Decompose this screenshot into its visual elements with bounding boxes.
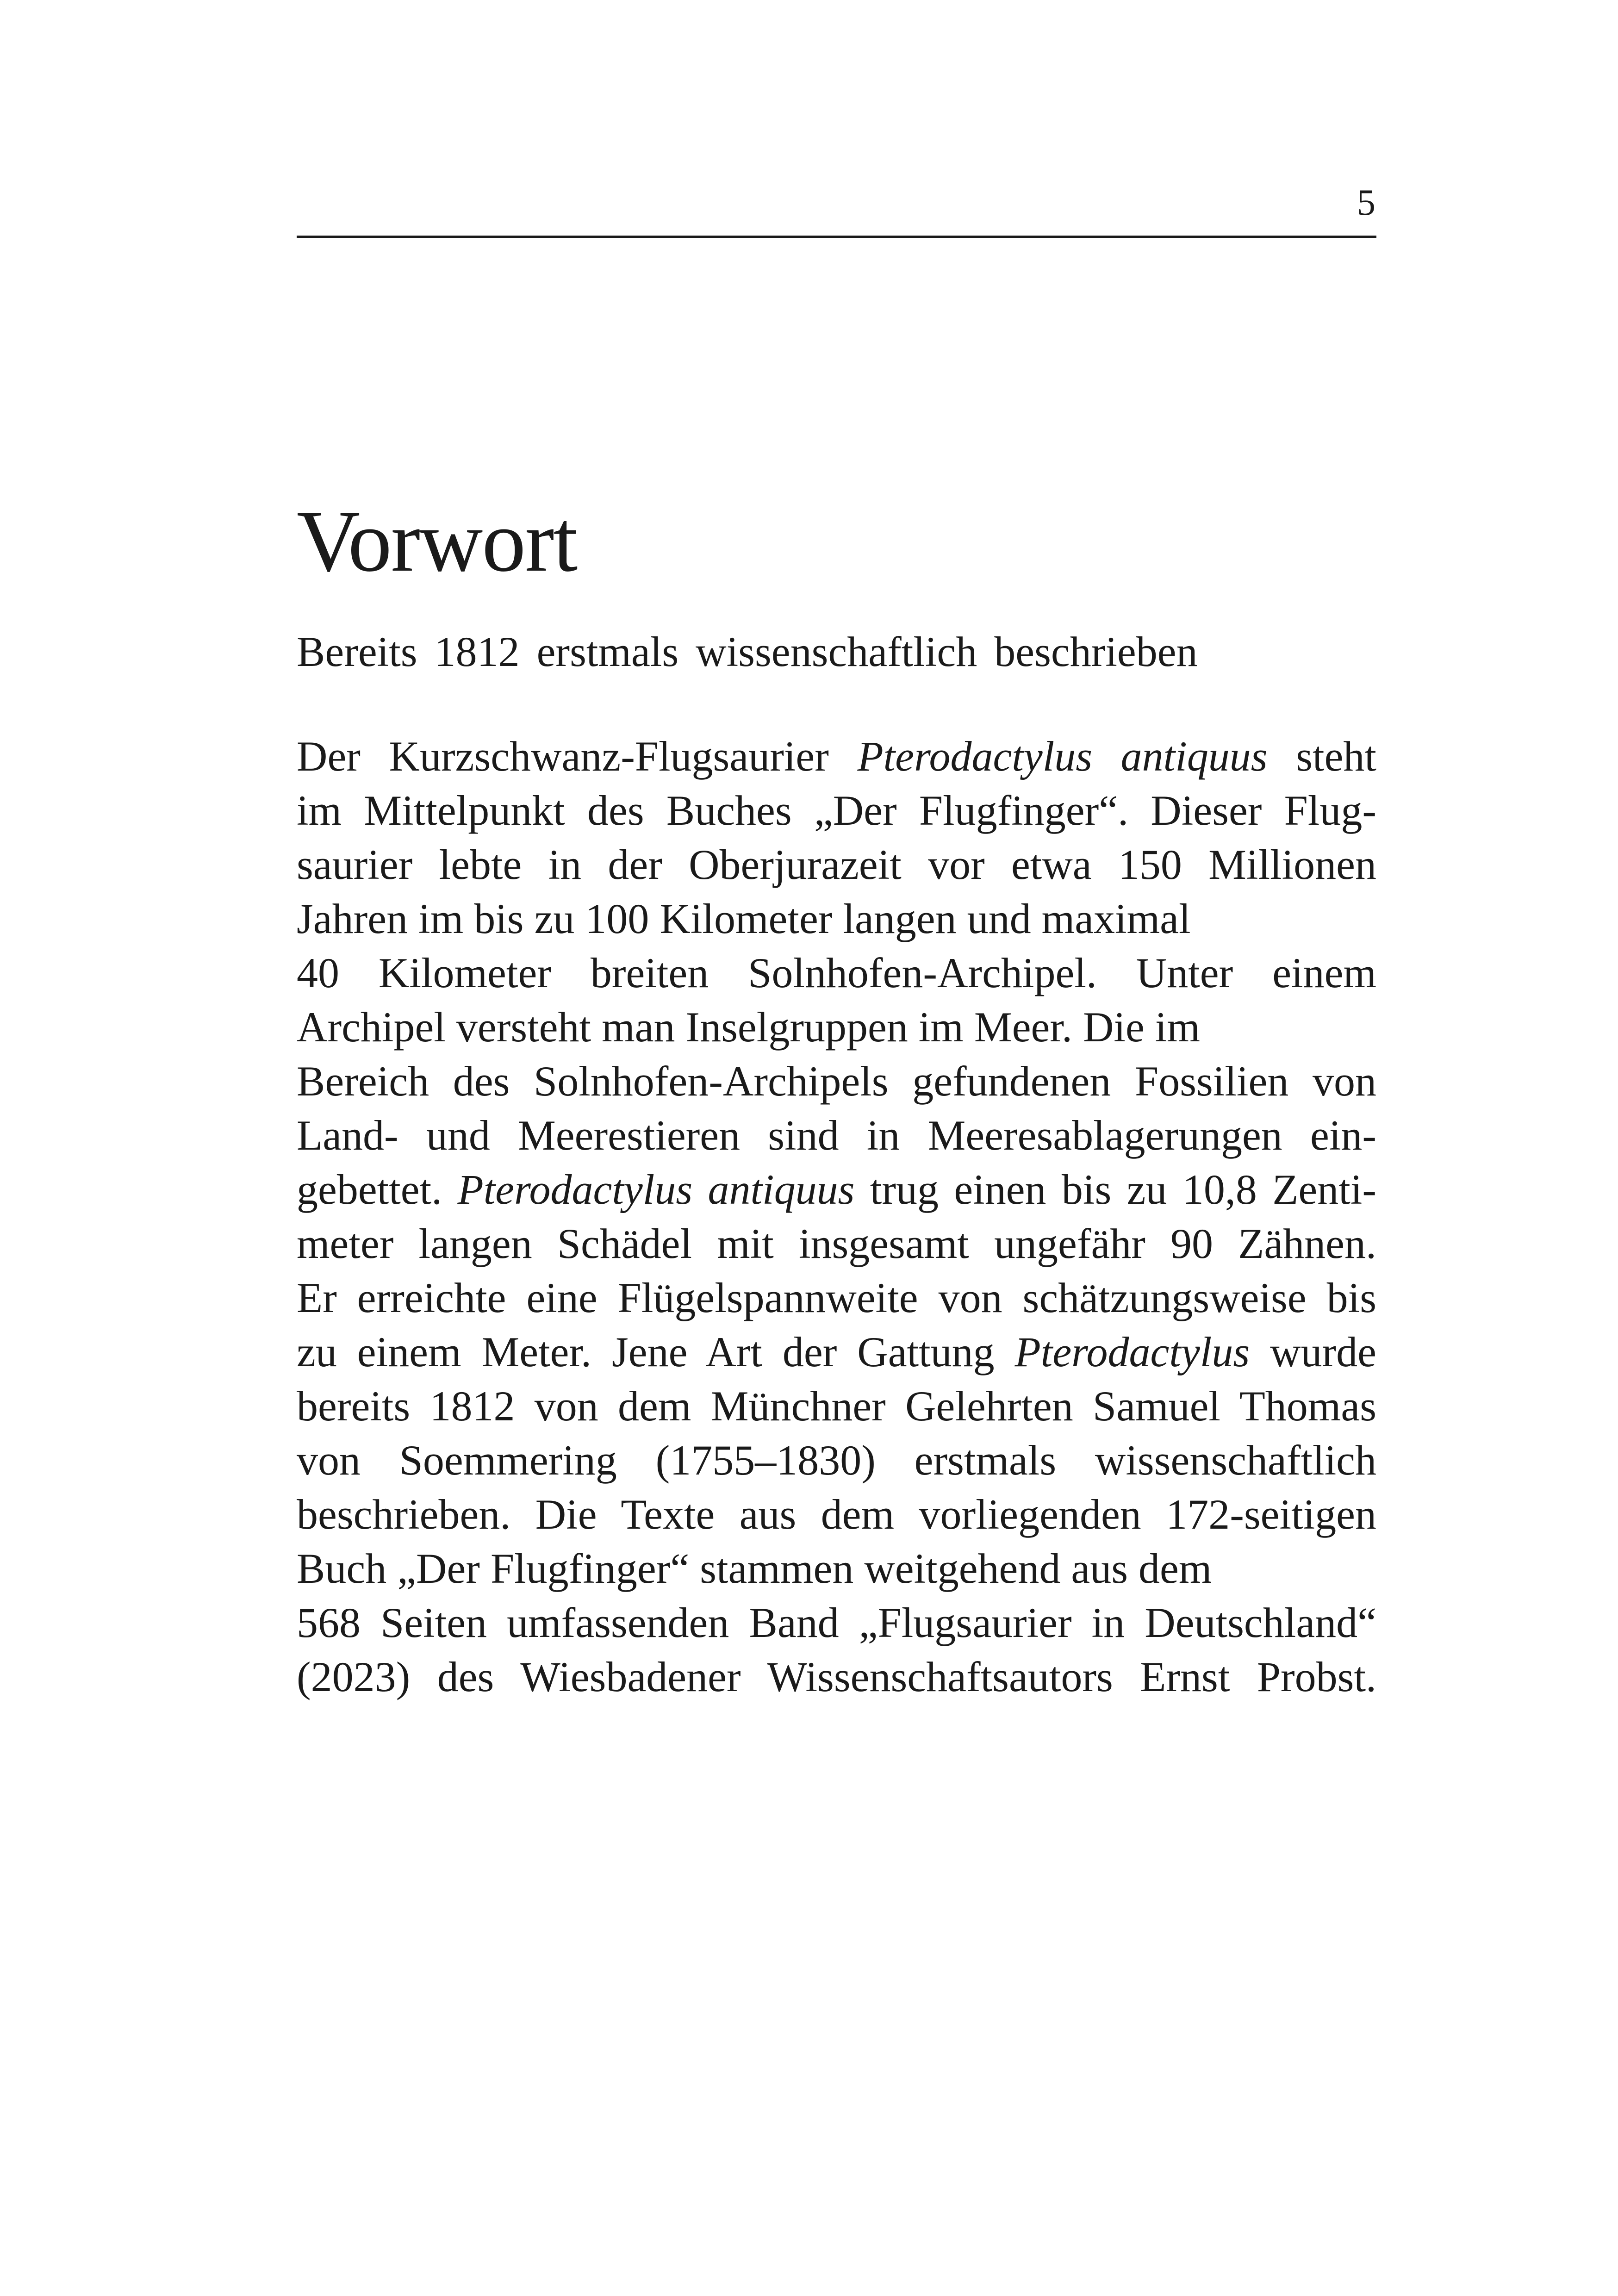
header-rule xyxy=(297,236,1376,238)
body-line: Bereich des Solnhofen-Archipels gefundenen Fossilien von xyxy=(297,1058,1376,1105)
body-line: gebettet. Pterodactylus antiquus trug einen bis zu 10,8 Zenti- xyxy=(297,1166,1376,1213)
chapter-subtitle: Bereits 1812 erstmals wissenschaftlich beschrieben xyxy=(297,628,1198,675)
page-number: 5 xyxy=(1357,182,1375,223)
body-line: zu einem Meter. Jene Art der Gattung Pterodactylus wurde xyxy=(297,1328,1376,1375)
body-line: (2023) des Wiesbadener Wissenschaftsautors Ernst Probst. xyxy=(297,1653,1376,1700)
body-line: von Soemmering (1755–1830) erstmals wissenschaftlich xyxy=(297,1437,1376,1484)
body-line: beschrieben. Die Texte aus dem vorliegenden 172-seitigen xyxy=(297,1491,1376,1538)
body-line: saurier lebte in der Oberjurazeit vor etwa 150 Millionen xyxy=(297,841,1376,888)
body-line: 40 Kilometer breiten Solnhofen-Archipel. Unter einem xyxy=(297,949,1376,996)
body-text xyxy=(297,729,1376,1704)
body-line: meter langen Schädel mit insgesamt ungefähr 90 Zähnen. xyxy=(297,1220,1376,1267)
body-line: 568 Seiten umfassenden Band „Flugsaurier in Deutschland“ xyxy=(297,1599,1376,1646)
body-line: bereits 1812 von dem Münchner Gelehrten Samuel Thomas xyxy=(297,1382,1376,1430)
body-line: Archipel versteht man Inselgruppen im Meer. Die im xyxy=(297,1003,1200,1051)
genus-name: Pterodactylus xyxy=(1014,1328,1250,1375)
body-line: Land- und Meerestieren sind in Meeresablagerungen ein- xyxy=(297,1112,1376,1159)
chapter-title: Vorwort xyxy=(297,493,577,590)
body-line: Buch „Der Flugfinger“ stammen weitgehend aus dem xyxy=(297,1545,1212,1592)
species-name: Pterodactylus antiquus xyxy=(457,1166,855,1213)
species-name: Pterodactylus antiquus xyxy=(857,733,1268,780)
body-line: Er erreichte eine Flügelspannweite von schätzungsweise bis xyxy=(297,1274,1376,1321)
body-line: Jahren im bis zu 100 Kilometer langen und maximal xyxy=(297,895,1191,942)
body-line: im Mittelpunkt des Buches „Der Flugfinger“. Dieser Flug- xyxy=(297,787,1376,834)
body-line: Der Kurzschwanz-Flugsaurier Pterodactylus antiquus steht xyxy=(297,733,1376,780)
